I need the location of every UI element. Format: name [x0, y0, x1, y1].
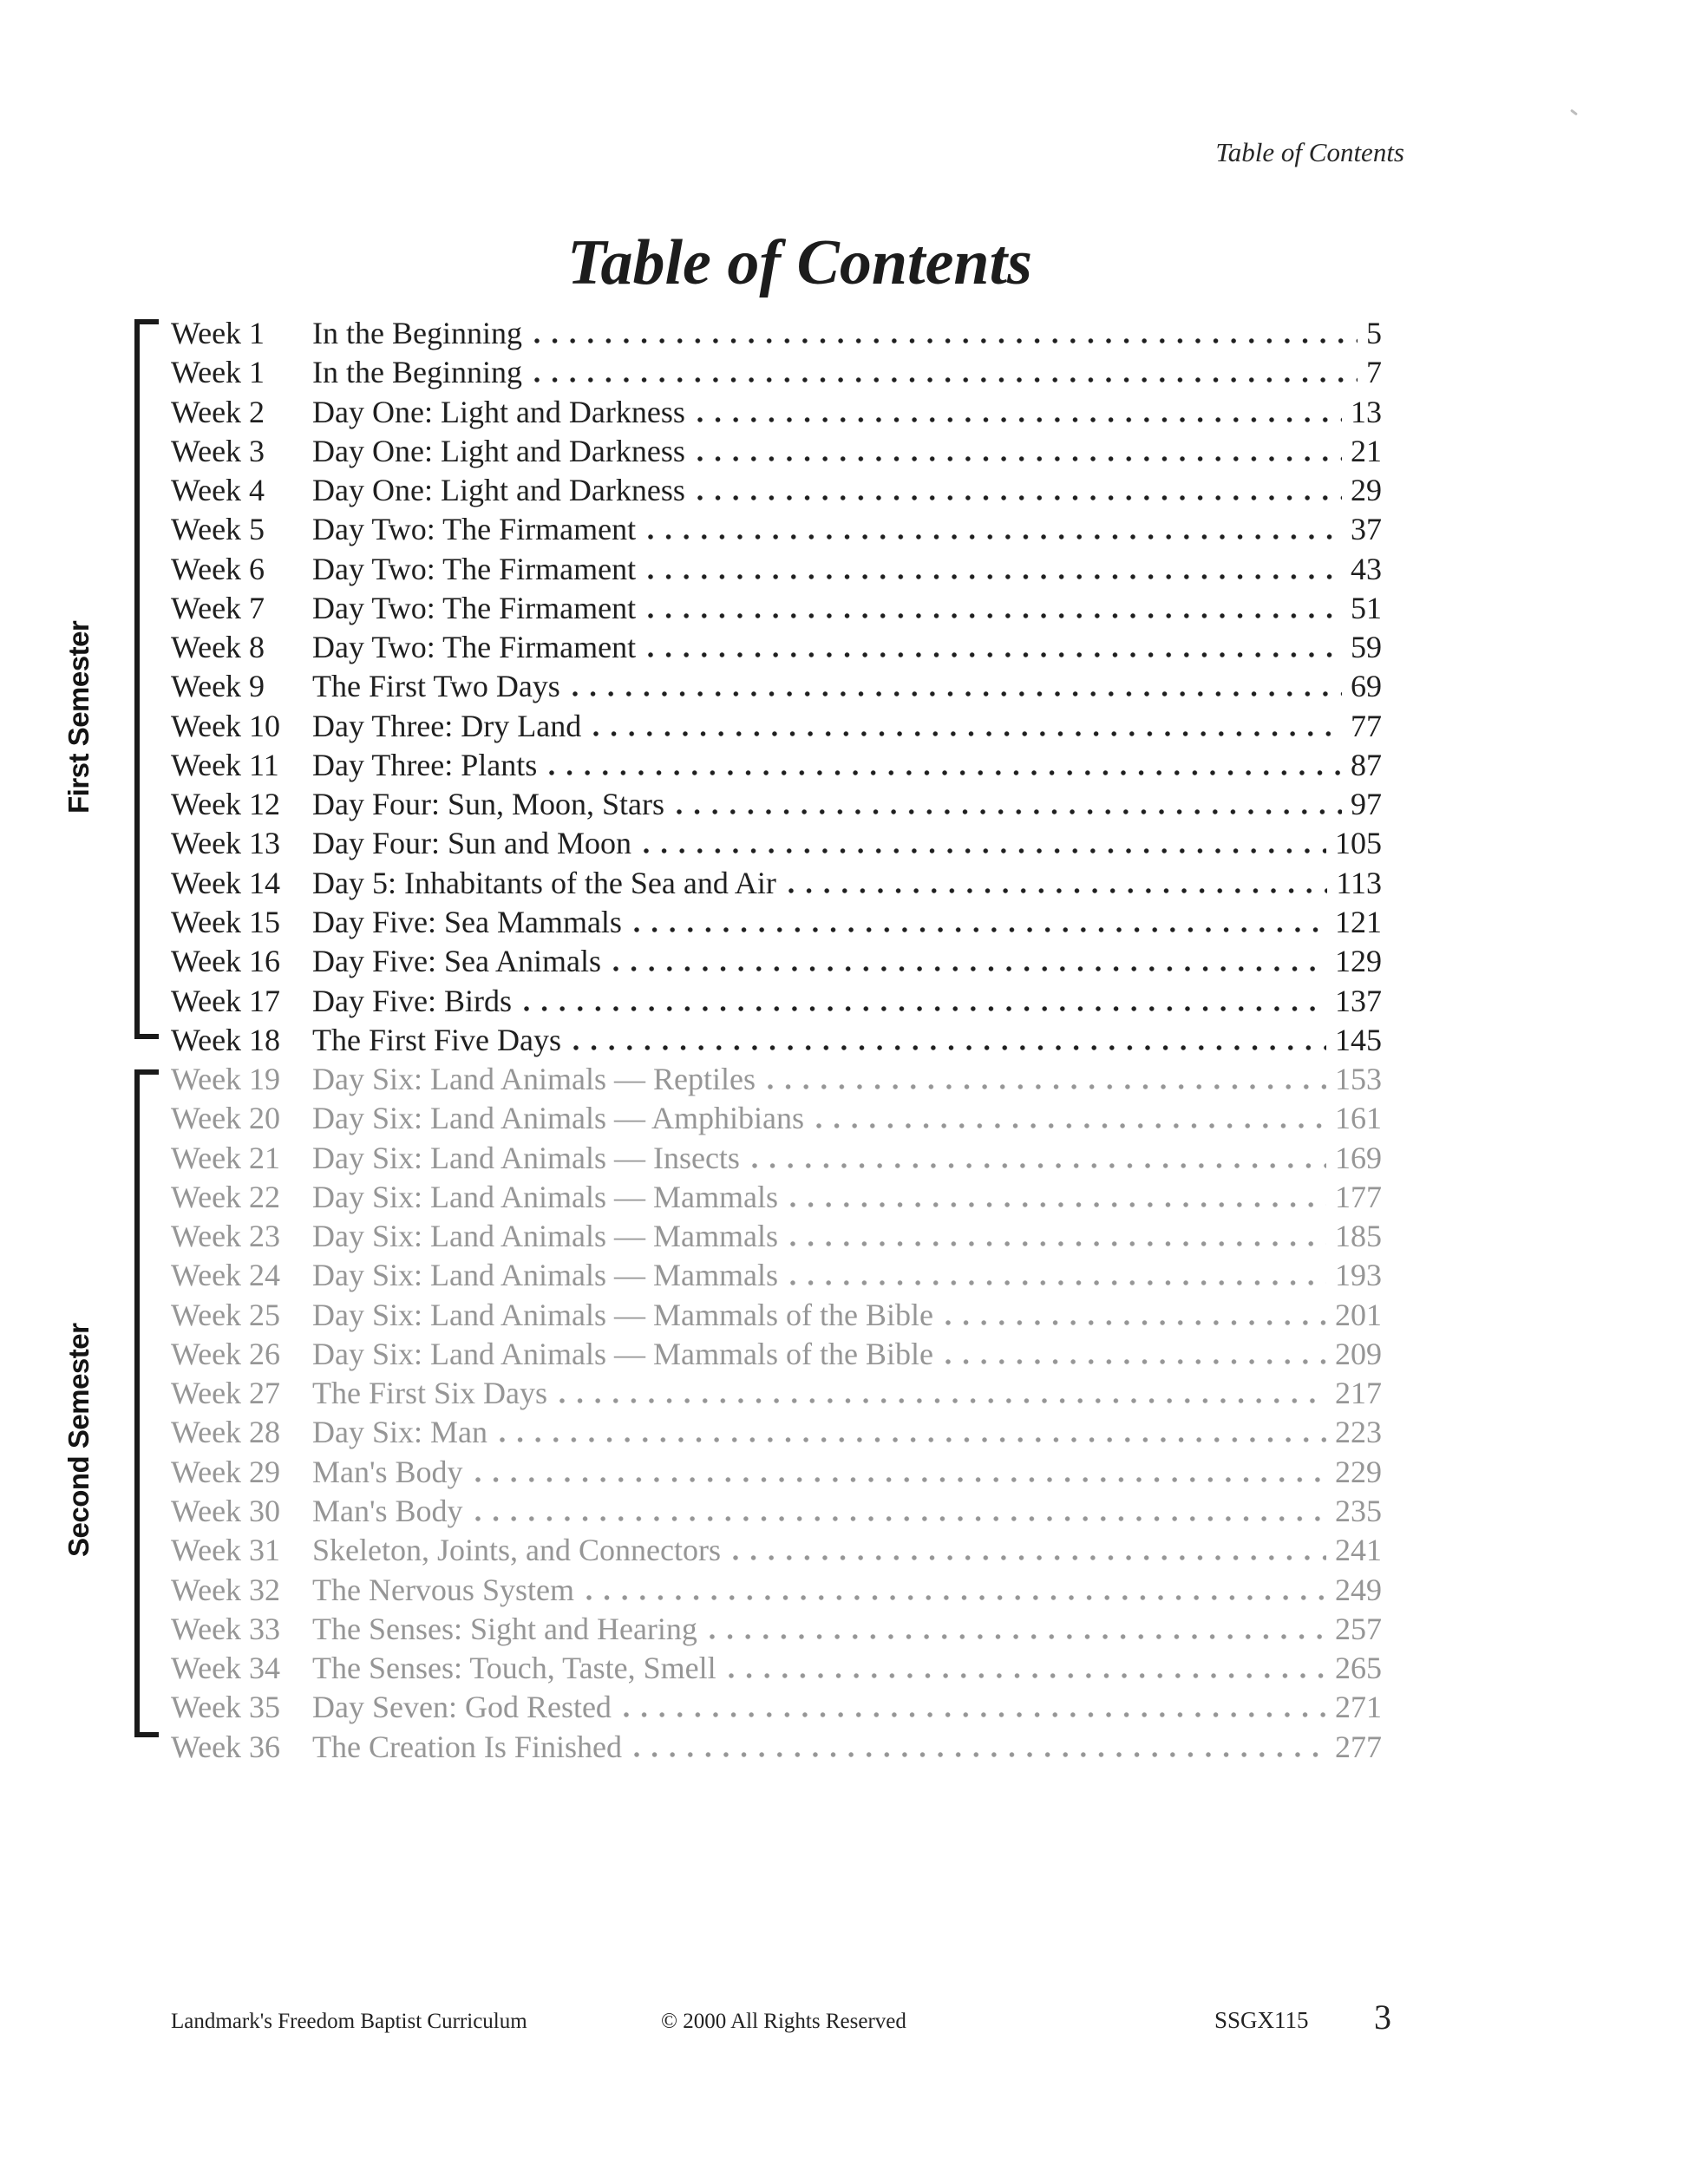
toc-week-label: Week 30 [171, 1493, 281, 1528]
toc-page-number: 87 [1351, 747, 1382, 782]
toc-row [171, 1257, 1382, 1296]
toc-row [171, 825, 1382, 864]
toc-row [171, 315, 1382, 354]
toc-week-label: Week 20 [171, 1101, 281, 1136]
dot-leader [634, 927, 1326, 932]
toc-week-label: Week 12 [171, 787, 281, 822]
toc-week-label: Week 21 [171, 1140, 281, 1175]
toc-row [171, 943, 1382, 982]
toc-page-number: 177 [1335, 1179, 1382, 1214]
toc-entry-title: Man's Body [312, 1454, 463, 1489]
dot-leader [572, 691, 1342, 696]
toc-list [171, 315, 1382, 1768]
dot-leader [534, 338, 1358, 343]
toc-row [171, 1336, 1382, 1375]
toc-page-number: 37 [1351, 512, 1382, 547]
toc-row [171, 551, 1382, 590]
dot-leader [790, 1241, 1326, 1246]
toc-entry-title: Day Two: The Firmament [312, 590, 637, 625]
toc-week-label: Week 22 [171, 1179, 281, 1214]
toc-week-label: Week 1 [171, 316, 265, 350]
toc-row [171, 1729, 1382, 1768]
toc-entry-title: Day Six: Land Animals — Amphibians [312, 1101, 804, 1136]
toc-page-number: 209 [1335, 1336, 1382, 1371]
toc-page-number: 161 [1335, 1101, 1382, 1136]
toc-week-label: Week 35 [171, 1690, 281, 1725]
toc-week-label: Week 17 [171, 983, 281, 1018]
second-semester-label: Second Semester [62, 1323, 95, 1557]
toc-page-number: 97 [1351, 787, 1382, 822]
toc-page-number: 51 [1351, 590, 1382, 625]
second-semester-bracket-tick-top [134, 1069, 159, 1075]
toc-week-label: Week 23 [171, 1219, 281, 1254]
dot-leader [644, 848, 1326, 853]
toc-entry-title: Day Five: Birds [312, 983, 512, 1018]
running-header: Table of Contents [1215, 137, 1404, 167]
toc-page-number: 235 [1335, 1493, 1382, 1528]
toc-row [171, 668, 1382, 707]
toc-page-number: 185 [1335, 1219, 1382, 1254]
dot-leader [593, 731, 1342, 736]
dot-leader [729, 1673, 1326, 1678]
toc-page-number: 113 [1336, 865, 1382, 900]
toc-entry-title: Day Six: Land Animals — Mammals [312, 1258, 778, 1293]
toc-entry-title: The Senses: Sight and Hearing [312, 1611, 697, 1646]
toc-entry-title: In the Beginning [312, 355, 522, 390]
toc-week-label: Week 15 [171, 904, 281, 939]
footer-copyright: © 2000 All Rights Reserved [661, 2010, 906, 2033]
toc-entry-title: Day Six: Land Animals — Insects [312, 1140, 740, 1175]
dot-leader [586, 1595, 1326, 1600]
toc-entry-title: In the Beginning [312, 316, 522, 350]
dot-leader [697, 456, 1342, 461]
toc-week-label: Week 32 [171, 1572, 281, 1607]
toc-row [171, 1140, 1382, 1179]
scan-speck [1570, 109, 1578, 116]
toc-week-label: Week 13 [171, 826, 281, 861]
toc-entry-title: Day Four: Sun and Moon [312, 826, 631, 861]
dot-leader [733, 1555, 1326, 1560]
dot-leader [945, 1320, 1326, 1325]
toc-entry-title: Day Five: Sea Mammals [312, 904, 622, 939]
dot-leader [790, 1280, 1326, 1285]
toc-row [171, 1061, 1382, 1100]
toc-row [171, 1375, 1382, 1414]
first-semester-label: First Semester [62, 620, 95, 814]
toc-entry-title: The First Two Days [312, 669, 560, 704]
toc-week-label: Week 16 [171, 944, 281, 979]
toc-week-label: Week 25 [171, 1297, 281, 1332]
toc-entry-title: Day One: Light and Darkness [312, 433, 685, 468]
toc-page-number: 129 [1335, 944, 1382, 979]
toc-row [171, 511, 1382, 550]
dot-leader [697, 495, 1342, 500]
toc-week-label: Week 7 [171, 590, 265, 625]
toc-row [171, 1218, 1382, 1257]
toc-entry-title: Day Six: Land Animals — Mammals [312, 1219, 778, 1254]
toc-week-label: Week 27 [171, 1376, 281, 1411]
toc-week-label: Week 11 [171, 747, 279, 782]
toc-entry-title: Day Two: The Firmament [312, 551, 637, 586]
toc-row [171, 1611, 1382, 1650]
toc-week-label: Week 24 [171, 1258, 281, 1293]
dot-leader [788, 888, 1327, 893]
page-title: Table of Contents [567, 227, 1032, 298]
toc-week-label: Week 2 [171, 394, 265, 429]
toc-row [171, 629, 1382, 668]
dot-leader [475, 1516, 1327, 1521]
dot-leader [559, 1398, 1326, 1403]
toc-row [171, 354, 1382, 393]
second-semester-bracket-line [134, 1069, 140, 1737]
toc-week-label: Week 3 [171, 433, 265, 468]
toc-page-number: 265 [1335, 1651, 1382, 1686]
toc-entry-title: Day One: Light and Darkness [312, 473, 685, 508]
toc-page-number: 271 [1335, 1690, 1382, 1725]
toc-entry-title: Day Two: The Firmament [312, 512, 637, 547]
toc-row [171, 904, 1382, 943]
dot-leader [648, 613, 1342, 618]
toc-entry-title: The First Five Days [312, 1022, 561, 1057]
dot-leader [677, 809, 1342, 814]
toc-week-label: Week 4 [171, 473, 265, 508]
toc-week-label: Week 34 [171, 1651, 281, 1686]
toc-entry-title: The Nervous System [312, 1572, 574, 1607]
toc-entry-title: Day Six: Land Animals — Mammals of the Bible [312, 1336, 933, 1371]
toc-page-number: 193 [1335, 1258, 1382, 1293]
toc-row [171, 1297, 1382, 1336]
footer-code: SSGX115 [1214, 2007, 1309, 2033]
toc-row [171, 1022, 1382, 1061]
toc-row [171, 590, 1382, 629]
toc-entry-title: Day Six: Land Animals — Mammals of the Bible [312, 1297, 933, 1332]
toc-row [171, 433, 1382, 472]
first-semester-bracket-tick-top [134, 319, 159, 324]
toc-entry-title: The Senses: Touch, Taste, Smell [312, 1651, 716, 1686]
dot-leader [573, 1045, 1326, 1050]
toc-week-label: Week 8 [171, 630, 265, 665]
toc-week-label: Week 28 [171, 1415, 281, 1450]
dot-leader [634, 1752, 1326, 1757]
toc-row [171, 1689, 1382, 1728]
toc-page-number: 77 [1351, 708, 1382, 743]
toc-page-number: 137 [1335, 983, 1382, 1018]
toc-week-label: Week 31 [171, 1533, 281, 1568]
toc-page-number: 277 [1335, 1729, 1382, 1764]
toc-page-number: 217 [1335, 1376, 1382, 1411]
toc-entry-title: The First Six Days [312, 1376, 548, 1411]
toc-entry-title: Day Seven: God Rested [312, 1690, 612, 1725]
toc-row [171, 1532, 1382, 1571]
toc-entry-title: Skeleton, Joints, and Connectors [312, 1533, 721, 1568]
toc-entry-title: The Creation Is Finished [312, 1729, 622, 1764]
dot-leader [768, 1084, 1326, 1089]
toc-entry-title: Day Four: Sun, Moon, Stars [312, 787, 665, 822]
toc-row [171, 1179, 1382, 1218]
dot-leader [648, 652, 1342, 657]
toc-row [171, 472, 1382, 511]
dot-leader [524, 1006, 1326, 1011]
toc-page-number: 5 [1366, 316, 1382, 350]
toc-entry-title: Day One: Light and Darkness [312, 394, 685, 429]
toc-row [171, 1100, 1382, 1139]
dot-leader [790, 1202, 1326, 1207]
toc-row [171, 394, 1382, 433]
toc-page-number: 121 [1335, 904, 1382, 939]
toc-page-number: 105 [1335, 826, 1382, 861]
toc-row [171, 747, 1382, 786]
toc-page-number: 241 [1335, 1533, 1382, 1568]
toc-entry-title: Day Five: Sea Animals [312, 944, 601, 979]
dot-leader [697, 417, 1342, 422]
toc-week-label: Week 33 [171, 1611, 281, 1646]
toc-page-number: 249 [1335, 1572, 1382, 1607]
toc-week-label: Week 5 [171, 512, 265, 547]
toc-week-label: Week 19 [171, 1062, 281, 1097]
first-semester-bracket-line [134, 319, 140, 1039]
toc-page-number: 257 [1335, 1611, 1382, 1646]
dot-leader [549, 770, 1342, 775]
toc-page-number: 223 [1335, 1415, 1382, 1450]
toc-page-number: 201 [1335, 1297, 1382, 1332]
toc-row [171, 983, 1382, 1022]
toc-entry-title: Day Two: The Firmament [312, 630, 637, 665]
toc-week-label: Week 10 [171, 708, 281, 743]
footer-page-number: 3 [1374, 1998, 1391, 2037]
toc-row [171, 708, 1382, 747]
toc-entry-title: Day Three: Dry Land [312, 708, 582, 743]
toc-row [171, 1414, 1382, 1453]
toc-page-number: 43 [1351, 551, 1382, 586]
toc-week-label: Week 18 [171, 1022, 281, 1057]
toc-row [171, 1454, 1382, 1493]
toc-week-label: Week 36 [171, 1729, 281, 1764]
toc-page-number: 21 [1351, 433, 1382, 468]
first-semester-bracket-tick-bottom [134, 1034, 159, 1039]
second-semester-bracket-tick-bottom [134, 1732, 159, 1737]
toc-entry-title: Day Three: Plants [312, 747, 538, 782]
dot-leader [475, 1477, 1327, 1482]
toc-page-number: 145 [1335, 1022, 1382, 1057]
dot-leader [752, 1163, 1326, 1168]
toc-page-number: 69 [1351, 669, 1382, 704]
toc-entry-title: Day Six: Land Animals — Mammals [312, 1179, 778, 1214]
dot-leader [624, 1712, 1326, 1717]
dot-leader [613, 966, 1326, 971]
dot-leader [648, 534, 1342, 539]
toc-row [171, 1572, 1382, 1611]
toc-entry-title: Day 5: Inhabitants of the Sea and Air [312, 865, 776, 900]
toc-page-number: 153 [1335, 1062, 1382, 1097]
toc-entry-title: Day Six: Man [312, 1415, 487, 1450]
toc-week-label: Week 1 [171, 355, 265, 390]
toc-row [171, 1650, 1382, 1689]
toc-page-number: 29 [1351, 473, 1382, 508]
dot-leader [945, 1359, 1326, 1364]
toc-row [171, 865, 1382, 904]
toc-page-number: 169 [1335, 1140, 1382, 1175]
toc-week-label: Week 26 [171, 1336, 281, 1371]
dot-leader [500, 1437, 1326, 1442]
dot-leader [534, 377, 1358, 383]
dot-leader [648, 574, 1342, 579]
toc-week-label: Week 6 [171, 551, 265, 586]
dot-leader [710, 1634, 1326, 1639]
toc-entry-title: Man's Body [312, 1493, 463, 1528]
toc-entry-title: Day Six: Land Animals — Reptiles [312, 1062, 756, 1097]
toc-week-label: Week 29 [171, 1454, 281, 1489]
toc-page-number: 13 [1351, 394, 1382, 429]
toc-week-label: Week 14 [171, 865, 281, 900]
dot-leader [816, 1123, 1326, 1128]
toc-page-number: 229 [1335, 1454, 1382, 1489]
toc-row [171, 1493, 1382, 1532]
toc-page-number: 59 [1351, 630, 1382, 665]
footer-publisher: Landmark's Freedom Baptist Curriculum [171, 2010, 527, 2033]
toc-week-label: Week 9 [171, 669, 265, 704]
toc-row [171, 786, 1382, 825]
toc-page-number: 7 [1366, 355, 1382, 390]
